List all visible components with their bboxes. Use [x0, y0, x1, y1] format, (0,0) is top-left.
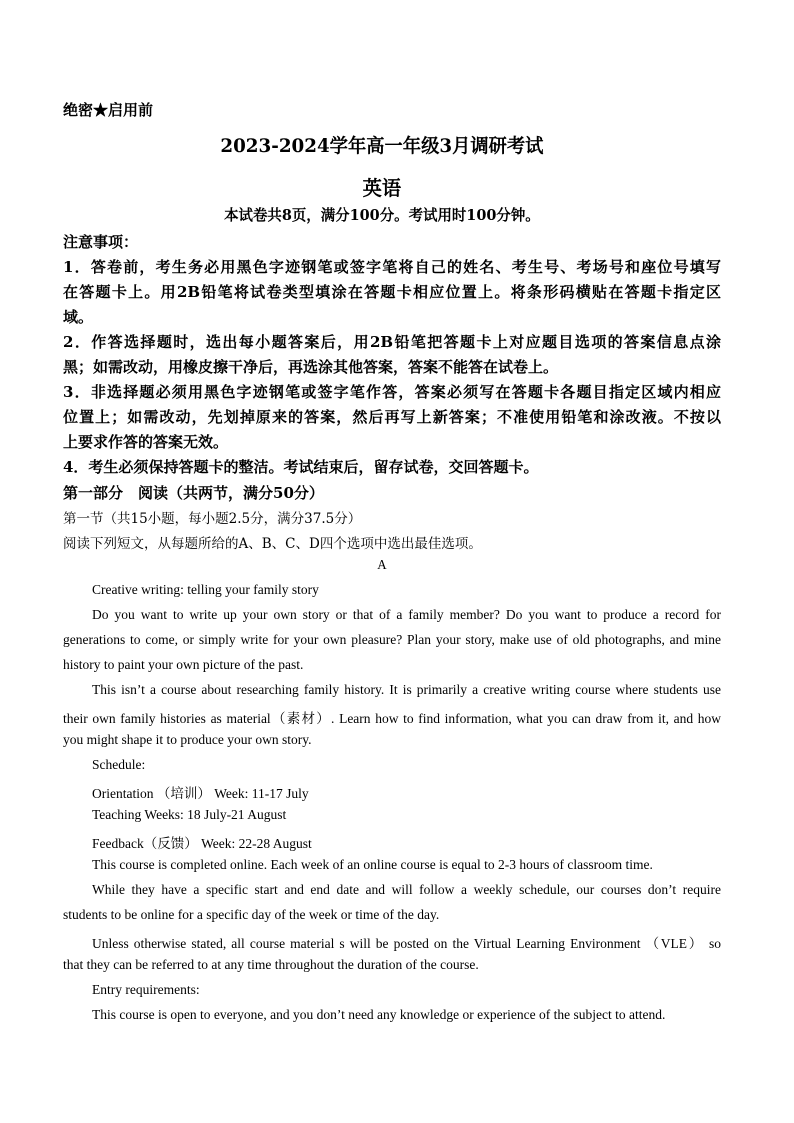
part-one-heading: 第一部分 阅读（共两节，满分50分）: [63, 484, 324, 502]
notice-line: 位置上；如需改动，先划掉原来的答案，然后再写上新答案；不准使用铅笔和涂改液。不按以: [63, 408, 721, 426]
passage-line: Do you want to write up your own story or that of a family member? Do you want to produce a record for: [92, 607, 721, 622]
notice-line: 在答题卡上。用2B铅笔将试卷类型填涂在答题卡相应位置上。将条形码横贴在答题卡指定区: [63, 283, 721, 301]
notice-line: 黑；如需改动，用橡皮擦干净后，再选涂其他答案，答案不能答在试卷上。: [63, 358, 559, 376]
notice-line: 1．答卷前，考生务必用黑色字迹钢笔或签字笔将自己的姓名、考生号、考场号和座位号填写: [63, 258, 721, 276]
passage-letter: A: [377, 557, 387, 572]
exam-title: 2023-2024学年高一年级3月调研考试: [220, 135, 544, 157]
passage-line: history to paint your own picture of the past.: [63, 657, 304, 672]
notice-line: 4．考生必须保持答题卡的整洁。考试结束后，留存试卷，交回答题卡。: [63, 458, 539, 476]
passage-line: generations to come, or simply write for your own pleasure? Plan your story, make use of old photographs, and mine: [63, 632, 721, 647]
passage-title: Creative writing: telling your family story: [92, 582, 319, 597]
passage-line: While they have a specific start and end date and will follow a weekly schedule, our courses don’t require: [92, 882, 721, 897]
reading-instruction: 阅读下列短文，从每题所给的A、B、C、D四个选项中选出最佳选项。: [63, 536, 482, 552]
notice-heading: 注意事项：: [63, 233, 139, 251]
secret-label: 绝密★启用前: [63, 101, 154, 119]
subject-title: 英语: [362, 176, 402, 200]
passage-line: students to be online for a specific day of the week or time of the day.: [63, 907, 440, 922]
notice-line: 3．非选择题必须用黑色字迹钢笔或签字笔作答，答案必须写在答题卡各题目指定区域内相应: [63, 383, 721, 401]
passage-line: their own family histories as material（素材）. Learn how to find information, what you can draw from it, and how: [63, 711, 721, 726]
notice-line: 域。: [63, 308, 94, 326]
exam-info: 本试卷共8页，满分100分。考试用时100分钟。: [224, 206, 540, 224]
section-one-heading: 第一节（共15小题，每小题2.5分，满分37.5分）: [63, 511, 362, 527]
notice-line: 上要求作答的答案无效。: [63, 433, 229, 451]
passage-line: Unless otherwise stated, all course material s will be posted on the Virtual Learning Environment （VLE） so: [92, 936, 721, 951]
passage-line: This isn’t a course about researching family history. It is primarily a creative writing course where students use: [92, 682, 721, 697]
entry-requirements-label: Entry requirements:: [92, 982, 200, 997]
schedule-label: Schedule:: [92, 757, 146, 772]
schedule-item: Orientation （培训） Week: 11-17 July: [92, 786, 309, 801]
passage-line: that they can be referred to at any time throughout the duration of the course.: [63, 957, 479, 972]
notice-line: 2．作答选择题时，选出每小题答案后，用2B铅笔把答题卡上对应题目选项的答案信息点涂: [63, 333, 721, 351]
passage-line: This course is open to everyone, and you don’t need any knowledge or experience of the subject to attend.: [92, 1007, 666, 1022]
schedule-item: Feedback（反馈） Week: 22-28 August: [92, 836, 312, 851]
passage-line: you might shape it to produce your own story.: [63, 732, 312, 747]
schedule-item: Teaching Weeks: 18 July-21 August: [92, 807, 287, 822]
passage-line: This course is completed online. Each week of an online course is equal to 2-3 hours of classroom time.: [92, 857, 653, 872]
